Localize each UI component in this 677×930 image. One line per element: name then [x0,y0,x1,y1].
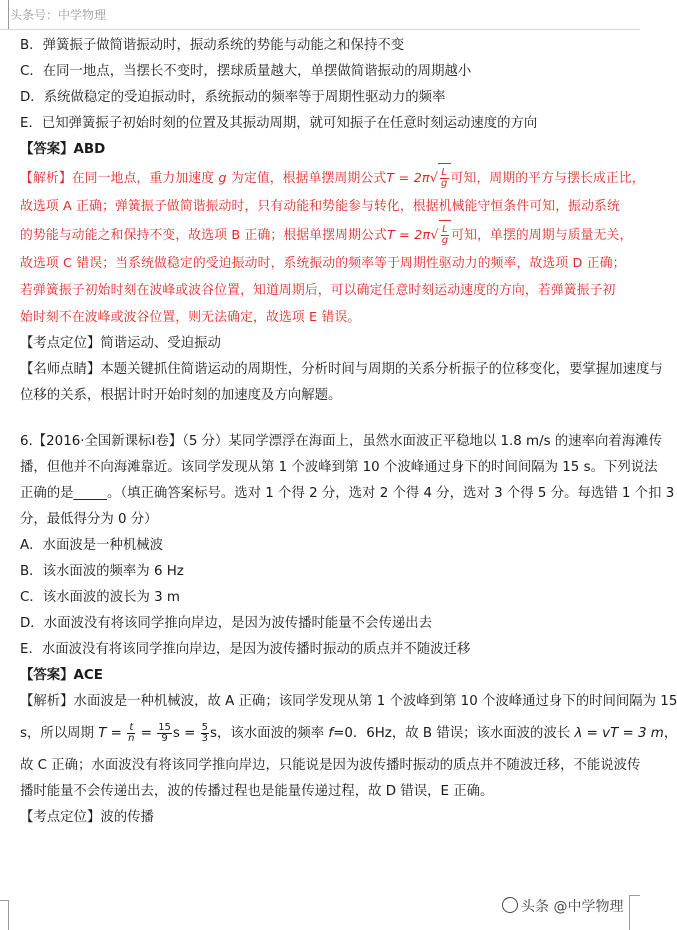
q5-analysis-line-1: 【解析】在同一地点，重力加速度 g 为定值，根据单摆周期公式T = 2π√ $\frac{L}{g}$ 可知，周期的平方与摆长成正比， [20,163,634,193]
page-corner-mark [629,895,640,930]
period-formula: T = 2π√ $\frac{L}{g}$ [387,228,451,243]
q6-option-d: D．水面波没有将该同学推向岸边，是因为波传播时能量不会传递出去 [20,616,433,631]
document-body [20,33,677,831]
q5-analysis-line-5: 若弹簧振子初始时刻在波峰或波谷位置，知道周期后，可以确定任意时刻运动速度的方向，若弹簧振子初 [20,283,616,298]
q6-stem-line-2: 播，但他并不向海滩靠近。该同学发现从第 1 个波峰到第 10 个波峰通过身下的时间间隔为 15 s。下列说法 [20,460,658,475]
q5-comment-line-1: 【名师点睛】本题关键抓住简谐运动的周期性，分析时间与周期的关系分析振子的位移变化，要掌握加速度与 [20,362,663,377]
q5-option-d: D．系统做稳定的受迫振动时，系统振动的频率等于周期性驱动力的频率 [20,90,446,105]
header-divider [0,29,640,30]
q6-topic: 【考点定位】波的传播 [20,810,154,825]
q5-option-c: C．在同一地点，当摆长不变时，摆球质量越大，单摆做简谐振动的周期越小 [20,64,472,79]
q5-option-e: E．已知弹簧振子初始时刻的位置及其振动周期，就可知振子在任意时刻运动速度的方向 [20,116,538,131]
q6-analysis-line-3: 故 C 正确；水面波没有将该同学推向岸边，只能说是因为波传播时振动的质点并不随波迁移，不能说波传 [20,758,641,773]
q6-analysis-line-2: s，所以周期 T = $\frac{t}{n}$ = $\frac{15}{9}$ s = $\frac{5}{3}$ s，该水面波的频率 f=0．6Hz，故 B 错误；该水面波的波长 λ = vT = 3 m， [20,721,677,744]
q6-stem-line-3: 正确的是_____。（填正确答案标号。选对 1 个得 2 分，选对 2 个得 4 分，选对 3 个得 5 分。每选错 1 个扣 3 [20,486,675,501]
q5-analysis-line-3: 的势能与动能之和保持不变，故选项 B 正确；根据单摆周期公式T = 2π√ $\frac{L}{g}$ 可知，单摆的周期与质量无关， [20,220,634,250]
q5-analysis [20,163,645,331]
q5-topic: 【考点定位】简谐运动、受迫振动 [20,336,221,351]
q5-comment-line-2: 位移的关系，根据计时开始时刻的加速度及方向解题。 [20,388,342,403]
q5-option-b: B．弹簧振子做简谐振动时，振动系统的势能与动能之和保持不变 [20,38,405,53]
q6-stem-line-1: 6.【2016·全国新课标Ⅰ卷】（5 分）某同学漂浮在海面上，虽然水面波正平稳地以 1.8 m/s 的速率向着海滩传 [20,434,662,449]
q6-option-c: C．该水面波的波长为 3 m [20,590,180,605]
page-corner-mark [0,900,9,930]
q5-answer: 【答案】ABD [20,142,106,157]
q5-analysis-line-6: 始时刻不在波峰或波谷位置，则无法确定，故选项 E 错误。 [20,310,361,325]
at-icon [502,897,518,913]
q6-option-b: B．该水面波的频率为 6 Hz [20,564,184,579]
q6-answer: 【答案】ACE [20,668,103,683]
period-formula: T = 2π√ $\frac{L}{g}$ [386,171,450,186]
q6-analysis-line-4: 播时能量不会传递出去，波的传播过程也是能量传递过程，故 D 错误，E 正确。 [20,784,494,799]
q5-analysis-line-4: 故选项 C 错误；当系统做稳定的受迫振动时，系统振动的频率等于周期性驱动力的频率，故选项 D 正确； [20,256,626,271]
q6-stem-line-4: 分，最低得分为 0 分） [20,512,158,527]
source-header: 头条号：中学物理 [10,8,107,22]
q6-analysis-line-1: 【解析】水面波是一种机械波，故 A 正确；该同学发现从第 1 个波峰到第 10 个波峰通过身下的时间间隔为 15 [20,694,677,709]
q6-option-a: A．水面波是一种机械波 [20,538,164,553]
watermark: 头条 @中学物理 [502,896,623,916]
page-corner-mark [0,0,9,30]
q6-option-e: E．水面波没有将该同学推向岸边，是因为波传播时振动的质点并不随波迁移 [20,642,471,657]
q5-analysis-line-2: 故选项 A 正确；弹簧振子做简谐振动时，只有动能和势能参与转化，根据机械能守恒条件可知，振动系统 [20,199,620,214]
